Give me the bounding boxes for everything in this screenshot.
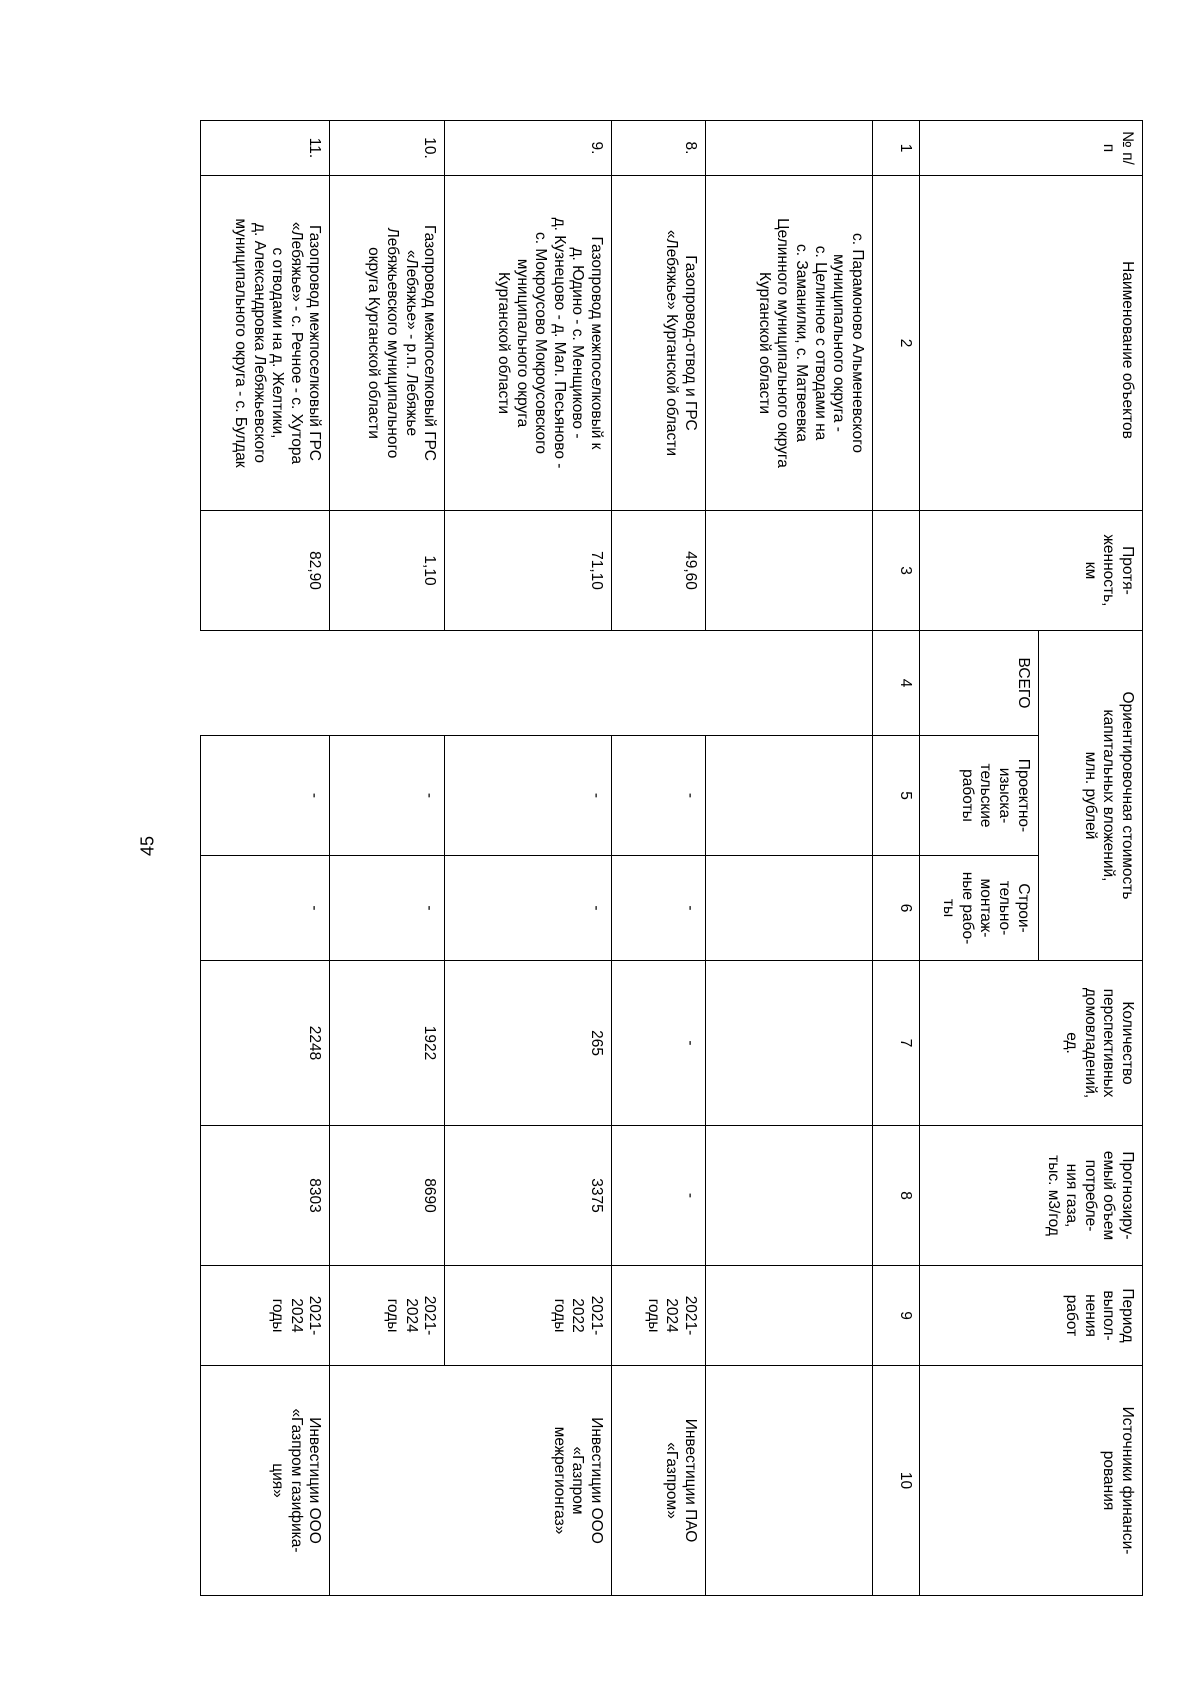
header-name: Наименование объектов	[919, 176, 1142, 511]
row-source	[705, 1366, 872, 1596]
row-design: -	[201, 736, 330, 856]
gas-objects-table	[200, 120, 1143, 1596]
row-design	[705, 736, 872, 856]
header-households: Количество перспективных домовладений, ед.	[919, 961, 1142, 1126]
row-name: Газопровод-отвод и ГРС «Лебяжье» Курганской области	[612, 176, 706, 511]
column-number: 8	[872, 1126, 919, 1266]
row-period: 2021- 2022 годы	[445, 1266, 612, 1366]
row-length: 49,60	[612, 511, 706, 631]
row-source: Инвестиции ПАО «Газпром»	[612, 1366, 706, 1596]
header-row-1	[1038, 121, 1142, 1596]
row-period	[705, 1266, 872, 1366]
row-num	[705, 121, 872, 176]
row-gas-volume	[705, 1126, 872, 1266]
row-name: с. Парамоново Альменевского муниципального округа - с. Целинное с отводами на с. Заманилки, с. Матвеевка Целинного муниципального округа Курганской области	[705, 176, 872, 511]
header-design: Проектно- изыска- тельские работы	[919, 736, 1038, 856]
table-row	[612, 121, 706, 1596]
column-number: 3	[872, 511, 919, 631]
row-design: -	[330, 736, 445, 856]
row-length: 1,10	[330, 511, 445, 631]
row-source: Инвестиции ООО «Газпром межрегионгаз»	[330, 1366, 612, 1596]
column-number: 2	[872, 176, 919, 511]
row-length: 71,10	[445, 511, 612, 631]
row-source: Инвестиции ООО «Газпром газифика- ция»	[201, 1366, 330, 1596]
row-households: -	[612, 961, 706, 1126]
header-period: Период выпол- нения работ	[919, 1266, 1142, 1366]
column-numbers-row	[872, 121, 919, 1596]
row-num: 9.	[445, 121, 612, 176]
investment-table	[200, 120, 1143, 1595]
row-num: 10.	[330, 121, 445, 176]
table-row	[705, 121, 872, 1596]
row-period: 2021- 2024 годы	[330, 1266, 445, 1366]
row-design: -	[612, 736, 706, 856]
header-gas-volume: Прогнозиру- емый объем потребле- ния газа, тыс. м3/год	[919, 1126, 1142, 1266]
row-gas-volume: 8690	[330, 1126, 445, 1266]
row-total	[612, 631, 706, 736]
column-number: 10	[872, 1366, 919, 1596]
header-length: Протя- женность, км	[919, 511, 1142, 631]
row-period: 2021- 2024 годы	[201, 1266, 330, 1366]
row-households: 265	[445, 961, 612, 1126]
row-construction: -	[330, 856, 445, 961]
row-households: 1922	[330, 961, 445, 1126]
header-cost-group: Ориентировочная стоимость капитальных вложений, млн. рублей	[1038, 631, 1142, 961]
row-period: 2021- 2024 годы	[612, 1266, 706, 1366]
header-source: Источники финанси- рования	[919, 1366, 1142, 1596]
header-num: № п/п	[919, 121, 1142, 176]
header-construction: Строи- тельно- монтаж- ные рабо- ты	[919, 856, 1038, 961]
row-construction	[705, 856, 872, 961]
row-num: 11.	[201, 121, 330, 176]
row-total	[445, 631, 612, 736]
row-gas-volume: -	[612, 1126, 706, 1266]
row-num: 8.	[612, 121, 706, 176]
row-households	[705, 961, 872, 1126]
row-gas-volume: 8303	[201, 1126, 330, 1266]
row-households: 2248	[201, 961, 330, 1126]
row-total	[201, 631, 330, 736]
row-length: 82,90	[201, 511, 330, 631]
row-construction: -	[445, 856, 612, 961]
table-row	[445, 121, 612, 1596]
row-length	[705, 511, 872, 631]
column-number: 1	[872, 121, 919, 176]
row-name: Газопровод межпоселковый к д. Юдино - с. Менщиково - д. Кузнецово - д. Мал. Песьяново - с. Мокроусово Мокроусовского муниципального округа Курганской области	[445, 176, 612, 511]
column-number: 7	[872, 961, 919, 1126]
column-number: 4	[872, 631, 919, 736]
column-number: 9	[872, 1266, 919, 1366]
column-number: 5	[872, 736, 919, 856]
row-construction: -	[612, 856, 706, 961]
row-name: Газопровод межпоселковый ГРС «Лебяжье» - с. Речное - с. Хутора с отводами на д. Желтики, д. Александровка Лебяжьевского муниципального округа - с. Булдак	[201, 176, 330, 511]
row-name: Газопровод межпоселковый ГРС «Лебяжье» - р.п. Лебяжье Лебяжьевского муниципального округа Курганской области	[330, 176, 445, 511]
row-construction: -	[201, 856, 330, 961]
row-total	[705, 631, 872, 736]
row-gas-volume: 3375	[445, 1126, 612, 1266]
column-number: 6	[872, 856, 919, 961]
page-number: 45	[137, 835, 158, 857]
row-total	[330, 631, 445, 736]
row-design: -	[445, 736, 612, 856]
table-row	[201, 121, 330, 1596]
header-total: ВСЕГО	[919, 631, 1038, 736]
